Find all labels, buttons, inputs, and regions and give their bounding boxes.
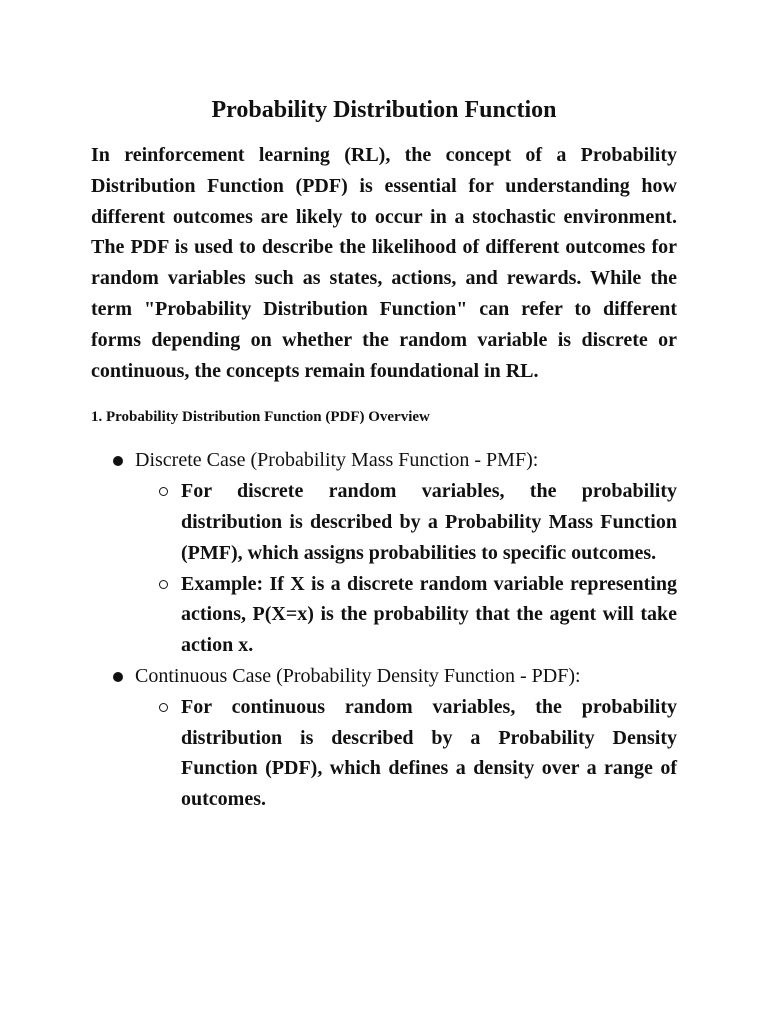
list-item-continuous-case [91,661,677,815]
bullet-icon [113,672,123,682]
circle-bullet-icon [159,487,168,496]
sub-list-item [135,692,677,815]
sub-item-text: Example: If X is a discrete random variable representing actions, P(X=x) is the probability that the agent will take action x. [181,572,677,657]
intro-paragraph: In reinforcement learning (RL), the concept of a Probability Distribution Function (PDF) is essential for understanding how different outcomes are likely to occur in a stochastic environment. The PDF is used to describe the likelihood of different outcomes for random variables such as states, actions, and rewards. While the term "Probability Distribution Function" can refer to different forms depending on whether the random variable is discrete or continuous, the concepts remain foundational in RL. [91,144,677,382]
sub-list-item [135,569,677,661]
circle-bullet-icon [159,703,168,712]
bullet-label: Discrete Case (Probability Mass Function - PMF): [135,449,539,472]
section-heading: 1. Probability Distribution Function (PDF) Overview [91,409,430,426]
circle-bullet-icon [159,580,168,589]
list-item-discrete-case [91,445,677,661]
sub-list-item [135,476,677,568]
bullet-list [91,445,677,815]
sub-item-text: For continuous random variables, the probability distribution is described by a Probability Density Function (PDF), which defines a density over a range of outcomes. [181,695,677,811]
page-title: Probability Distribution Function [211,97,557,123]
sub-item-text: For discrete random variables, the probability distribution is described by a Probability Mass Function (PMF), which assigns probabilities to specific outcomes. [181,480,677,564]
bullet-icon [113,456,123,466]
sub-list [135,692,677,815]
sub-list [135,476,677,661]
bullet-label: Continuous Case (Probability Density Function - PDF): [135,664,581,687]
